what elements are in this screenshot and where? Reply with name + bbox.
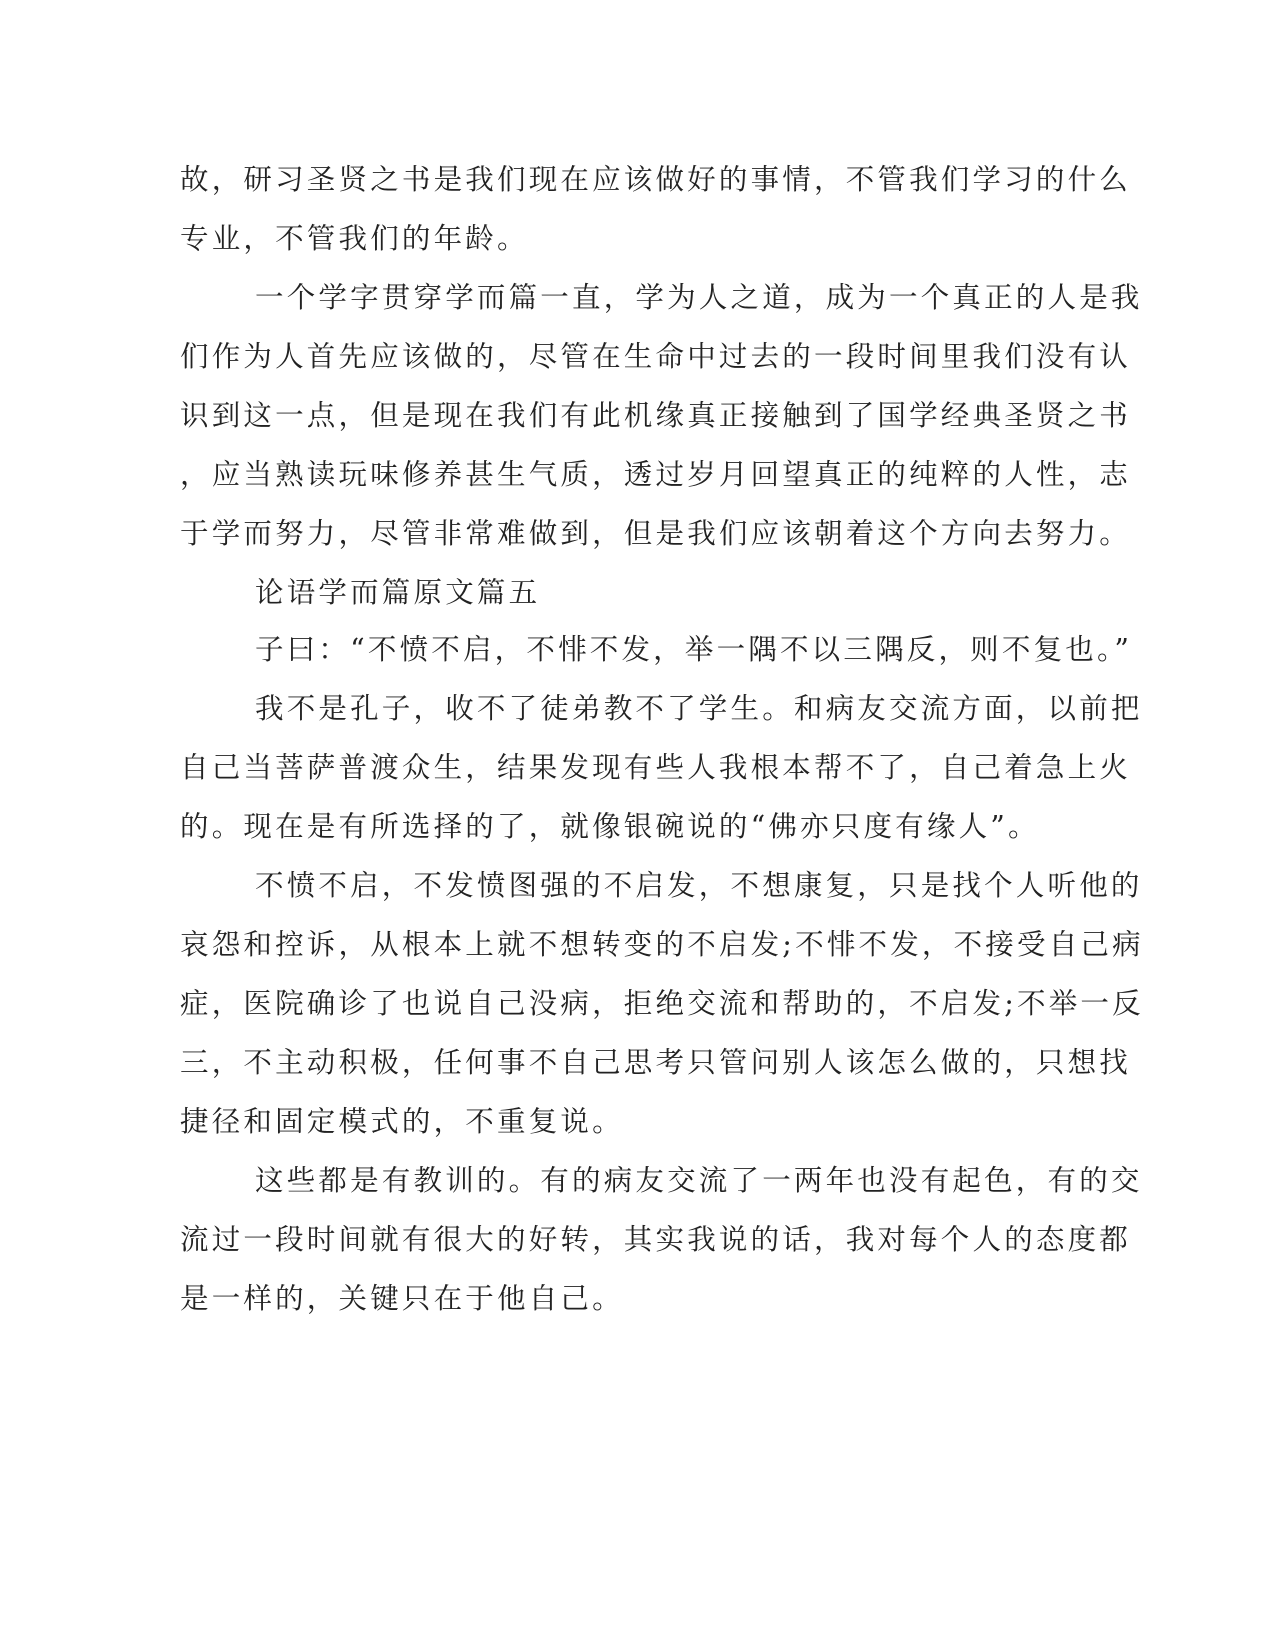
paragraph-6-line-0: 这些都是有教训的。有的病友交流了一两年也没有起色，有的交: [255, 1164, 1143, 1197]
paragraph-1-line-2: 识到这一点，但是现在我们有此机缘真正接触到了国学经典圣贤之书: [180, 399, 1132, 432]
paragraph-1-line-4: 于学而努力，尽管非常难做到，但是我们应该朝着这个方向去努力。: [180, 517, 1132, 550]
paragraph-5-line-4: 捷径和固定模式的，不重复说。: [180, 1105, 624, 1138]
paragraph-4-line-1: 自己当菩萨普渡众生，结果发现有些人我根本帮不了，自己着急上火: [180, 751, 1132, 784]
paragraph-6-line-2: 是一样的，关键只在于他自己。: [180, 1282, 624, 1315]
paragraph-4-line-2: 的。现在是有所选择的了，就像银碗说的“佛亦只度有缘人”。: [180, 810, 1040, 843]
paragraph-1-line-3: ，应当熟读玩味修养甚生气质，透过岁月回望真正的纯粹的人性，志: [180, 458, 1132, 491]
paragraph-5-line-1: 哀怨和控诉，从根本上就不想转变的不启发;不悱不发，不接受自己病: [180, 928, 1144, 961]
paragraph-0-line-0: 故，研习圣贤之书是我们现在应该做好的事情，不管我们学习的什么: [180, 163, 1132, 196]
paragraph-1-line-1: 们作为人首先应该做的，尽管在生命中过去的一段时间里我们没有认: [180, 340, 1132, 373]
section-heading: 论语学而篇原文篇五: [255, 576, 541, 609]
paragraph-4-line-0: 我不是孔子，收不了徒弟教不了学生。和病友交流方面，以前把: [255, 692, 1143, 725]
paragraph-5-line-0: 不愤不启，不发愤图强的不启发，不想康复，只是找个人听他的: [255, 869, 1143, 902]
paragraph-5-line-3: 三，不主动积极，任何事不自己思考只管问别人该怎么做的，只想找: [180, 1046, 1132, 1079]
paragraph-1-line-0: 一个学字贯穿学而篇一直，学为人之道，成为一个真正的人是我: [255, 281, 1143, 314]
paragraph-5-line-2: 症，医院确诊了也说自己没病，拒绝交流和帮助的，不启发;不举一反: [180, 987, 1144, 1020]
quote-line: 子曰：“不愤不启，不悱不发，举一隅不以三隅反，则不复也。”: [255, 633, 1133, 666]
paragraph-6-line-1: 流过一段时间就有很大的好转，其实我说的话，我对每个人的态度都: [180, 1223, 1132, 1256]
paragraph-0-line-1: 专业，不管我们的年龄。: [180, 222, 529, 255]
